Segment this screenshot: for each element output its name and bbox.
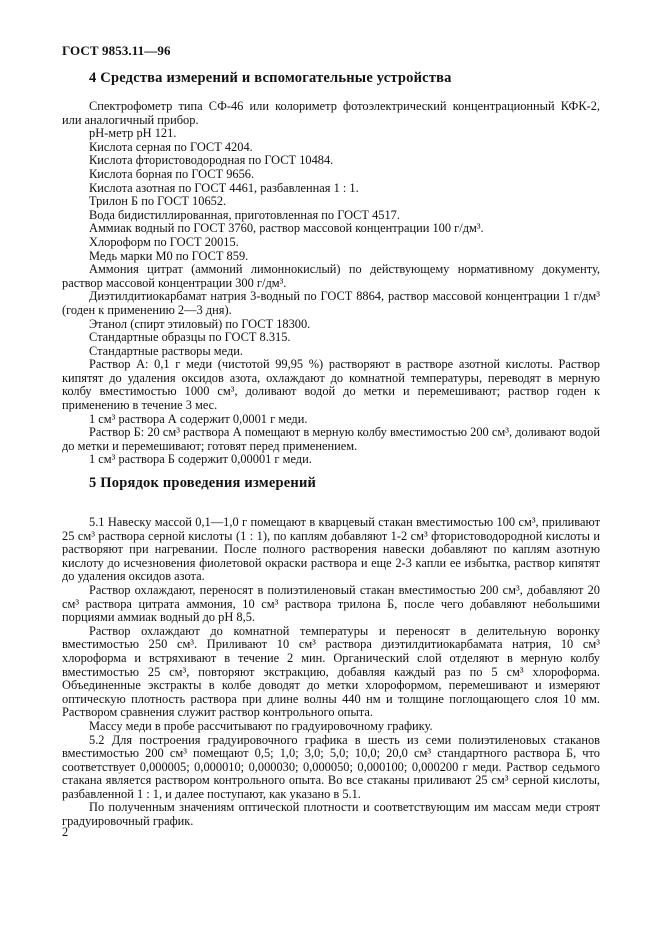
paragraph: Стандартные образцы по ГОСТ 8.315. — [89, 330, 291, 345]
section-5-title: 5 Порядок проведения измерений — [89, 475, 317, 491]
section-5-body — [62, 516, 600, 829]
paragraph: 1 см³ раствора А содержит 0,0001 г меди. — [89, 411, 308, 426]
paragraph: Кислота борная по ГОСТ 9656. — [89, 166, 255, 181]
page-number: 2 — [62, 825, 69, 839]
paragraph: 5.1 Навеску массой 0,1—1,0 г помещают в кварцевый стакан вместимостью 100 см³, приливают 25 см³ раствора серной кислоты (1 : 1), по каплям добавляют 1-2 см³ фтористоводородной кислоты и растворяют при нагревании. После полного растворения навески добавляют по каплям азотную кислоту до исчезновения фиолетовой окраски раствора и еще 2-3 капли ее избытка, раствор кипятят до удаления оксидов азота. — [62, 515, 600, 584]
paragraph: Стандартные растворы меди. — [89, 343, 243, 358]
paragraph: рН-метр рН 121. — [89, 126, 177, 141]
paragraph: Кислота азотная по ГОСТ 4461, разбавленная 1 : 1. — [89, 180, 359, 195]
paragraph: Аммония цитрат (аммоний лимоннокислый) по действующему нормативному документу, раствор массовой концентрации 300 г/дм³. — [62, 262, 600, 290]
paragraph: 1 см³ раствора Б содержит 0,00001 г меди. — [89, 452, 312, 467]
paragraph: Раствор Б: 20 см³ раствора А помещают в мерную колбу вместимостью 200 см³, доливают водой до метки и перемешивают; готовят перед применением. — [62, 425, 600, 453]
paragraph: Кислота фтористоводородная по ГОСТ 10484. — [89, 153, 334, 168]
paragraph: 5.2 Для построения градуировочного графика в шесть из семи полиэтиленовых стаканов вместимостью 200 см³ помещают 0,5; 1,0; 3,0; 5,0; 10,0; 20,0 см³ стандартного раствора Б, что соответствует 0,000005; 0,000010; 0,000030; 0,000050; 0,000100; 0,000200 г меди. Раствор седьмого стакана является раствором контрольного опыта. Во все стаканы приливают 25 см³ серной кислоты, разбавленной 1 : 1, и далее поступают, как указано в 5.1. — [62, 732, 600, 801]
paragraph: Этанол (спирт этиловый) по ГОСТ 18300. — [89, 316, 311, 331]
paragraph: Трилон Б по ГОСТ 10652. — [89, 194, 227, 209]
paragraph: Хлороформ по ГОСТ 20015. — [89, 234, 239, 249]
section-4-body — [62, 100, 600, 467]
paragraph: Кислота серная по ГОСТ 4204. — [89, 139, 253, 154]
section-4-title: 4 Средства измерений и вспомогательные устройства — [89, 70, 452, 86]
paragraph: Массу меди в пробе рассчитывают по градуировочному графику. — [89, 718, 433, 733]
running-head: ГОСТ 9853.11—96 — [62, 43, 171, 58]
paragraph: Аммиак водный по ГОСТ 3760, раствор массовой концентрации 100 г/дм³. — [89, 221, 484, 236]
paragraph: Раствор А: 0,1 г меди (чистотой 99,95 %) растворяют в растворе азотной кислоты. Раствор кипятят до удаления оксидов азота, охлаждают до комнатной температуры, переводят в мерную колбу вместимостью 1000 см³, доливают водой до метки и перемешивают; раствор годен к применению в течение 3 мес. — [62, 357, 600, 413]
paragraph: Раствор охлаждают, переносят в полиэтиленовый стакан вместимостью 200 см³, добавляют 20 см³ раствора цитрата аммония, 10 см³ раствора трилона Б, после чего добавляют небольшими порциями аммиак водный до рН 8,5. — [62, 582, 600, 625]
paragraph: Диэтилдитиокарбамат натрия 3-водный по ГОСТ 8864, раствор массовой концентрации 1 г/дм³ (годен к применению 2—3 дня). — [62, 289, 600, 317]
paragraph: Вода бидистиллированная, приготовленная по ГОСТ 4517. — [89, 207, 400, 222]
paragraph: Медь марки М0 по ГОСТ 859. — [89, 248, 249, 263]
paragraph: Спектрофометр типа СФ-46 или колориметр фотоэлектрический концентрационный КФК-2, или аналогичный прибор. — [62, 99, 600, 127]
paragraph: Раствор охлаждают до комнатной температуры и переносят в делительную воронку вместимостью 250 см³. Приливают 10 см³ раствора диэтилдитиокарбамата натрия, 10 см³ хлороформа и встряхивают в течение 2 мин. Органический слой отделяют в мерную колбу вместимостью 25 см³, повторяют экстракцию, добавляя каждый раз по 5 см³ хлороформа. Объединенные экстракты в колбе доводят до метки хлороформом, перемешивают и измеряют оптическую плотность раствора при длине волны 440 нм и толщине поглощающего слоя 10 мм. Раствором сравнения служит раствор контрольного опыта. — [62, 623, 600, 720]
paragraph: По полученным значениям оптической плотности и соответствующим им массам меди строят градуировочный график. — [62, 800, 600, 829]
